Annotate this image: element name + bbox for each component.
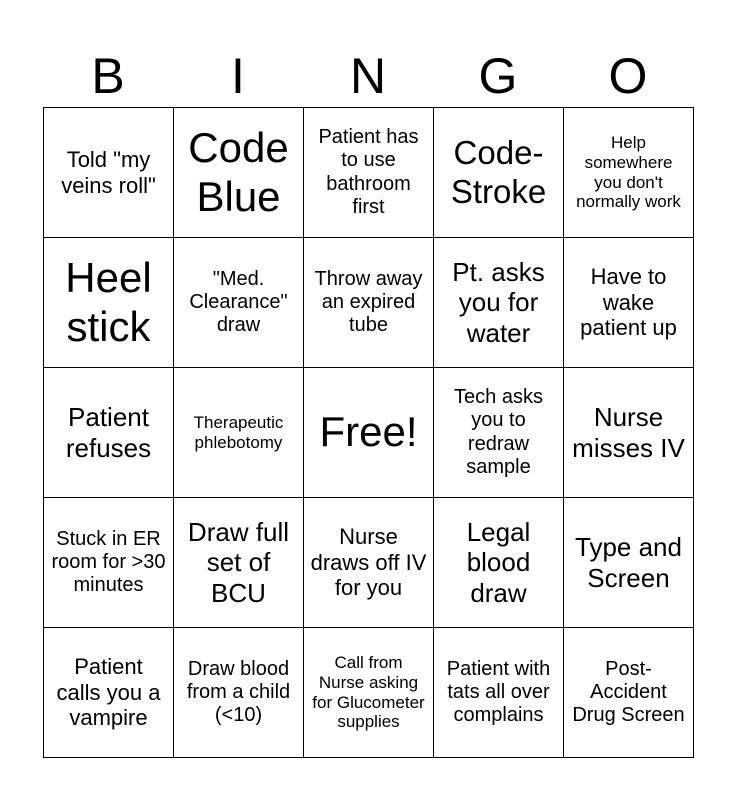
bingo-cell-text: Stuck in ER room for >30 minutes <box>51 527 166 597</box>
bingo-cell[interactable] <box>434 368 564 498</box>
bingo-cell-text: "Med. Clearance" draw <box>189 267 288 337</box>
bingo-cell-text: Code-Stroke <box>450 134 547 210</box>
bingo-cell-text: Nurse draws off IV for you <box>310 524 427 601</box>
bingo-cell[interactable] <box>434 108 564 238</box>
bingo-cell[interactable] <box>174 498 304 628</box>
header-letter-i: I <box>231 48 245 104</box>
bingo-cell[interactable] <box>434 628 564 758</box>
bingo-cell-text: Patient calls you a vampire <box>56 654 161 731</box>
bingo-cell[interactable] <box>304 238 434 368</box>
bingo-cell[interactable] <box>564 108 694 238</box>
header-letter-n: N <box>349 48 387 104</box>
bingo-cell-text: Patient has to use bathroom first <box>318 126 419 218</box>
bingo-cell-text: Draw full set of BCU <box>187 517 290 608</box>
bingo-cell-text: Code Blue <box>188 123 289 220</box>
bingo-cell-text: Legal blood draw <box>466 517 531 608</box>
bingo-cell-text: Free! <box>319 408 418 456</box>
bingo-cell[interactable] <box>44 498 174 628</box>
bingo-cell-text: Nurse misses IV <box>572 402 685 463</box>
bingo-cell-text: Call from Nurse asking for Glucometer supplies <box>312 653 425 732</box>
bingo-cell[interactable] <box>174 628 304 758</box>
bingo-cell[interactable] <box>44 368 174 498</box>
bingo-cell[interactable] <box>304 108 434 238</box>
bingo-cell-text: Post-Accident Drug Screen <box>572 657 685 727</box>
bingo-cell-text: Heel stick <box>65 253 152 350</box>
bingo-cell-text: Draw blood from a child (<10) <box>186 657 291 727</box>
bingo-cell-text: Patient refuses <box>65 402 152 463</box>
header-letter-g: G <box>478 48 518 104</box>
bingo-cell-text: Patient with tats all over complains <box>446 657 551 727</box>
bingo-cell[interactable] <box>174 108 304 238</box>
bingo-cell[interactable] <box>564 498 694 628</box>
bingo-cell[interactable] <box>304 628 434 758</box>
bingo-header <box>43 44 693 108</box>
bingo-cell[interactable] <box>44 238 174 368</box>
header-letter-o: O <box>608 48 648 104</box>
bingo-cell[interactable] <box>564 238 694 368</box>
bingo-cell-text: Have to wake patient up <box>580 264 677 341</box>
bingo-cell-text: Help somewhere you don't normally work <box>576 133 681 212</box>
bingo-cell[interactable] <box>174 238 304 368</box>
free-space-cell[interactable] <box>304 368 434 498</box>
bingo-cell[interactable] <box>304 498 434 628</box>
bingo-cell-text: Type and Screen <box>575 532 682 593</box>
bingo-cell-text: Told "my veins roll" <box>61 146 156 198</box>
bingo-cell[interactable] <box>44 108 174 238</box>
bingo-cell[interactable] <box>564 628 694 758</box>
bingo-cell[interactable] <box>174 368 304 498</box>
bingo-cell-text: Throw away an expired tube <box>314 267 423 337</box>
bingo-cell-text: Pt. asks you for water <box>452 257 545 348</box>
bingo-cell[interactable] <box>44 628 174 758</box>
bingo-cell[interactable] <box>434 238 564 368</box>
bingo-card-grid <box>43 107 694 758</box>
bingo-cell[interactable] <box>434 498 564 628</box>
bingo-cell[interactable] <box>564 368 694 498</box>
header-letter-b: B <box>91 48 125 104</box>
bingo-cell-text: Therapeutic phlebotomy <box>193 412 284 452</box>
bingo-cell-text: Tech asks you to redraw sample <box>454 386 543 478</box>
